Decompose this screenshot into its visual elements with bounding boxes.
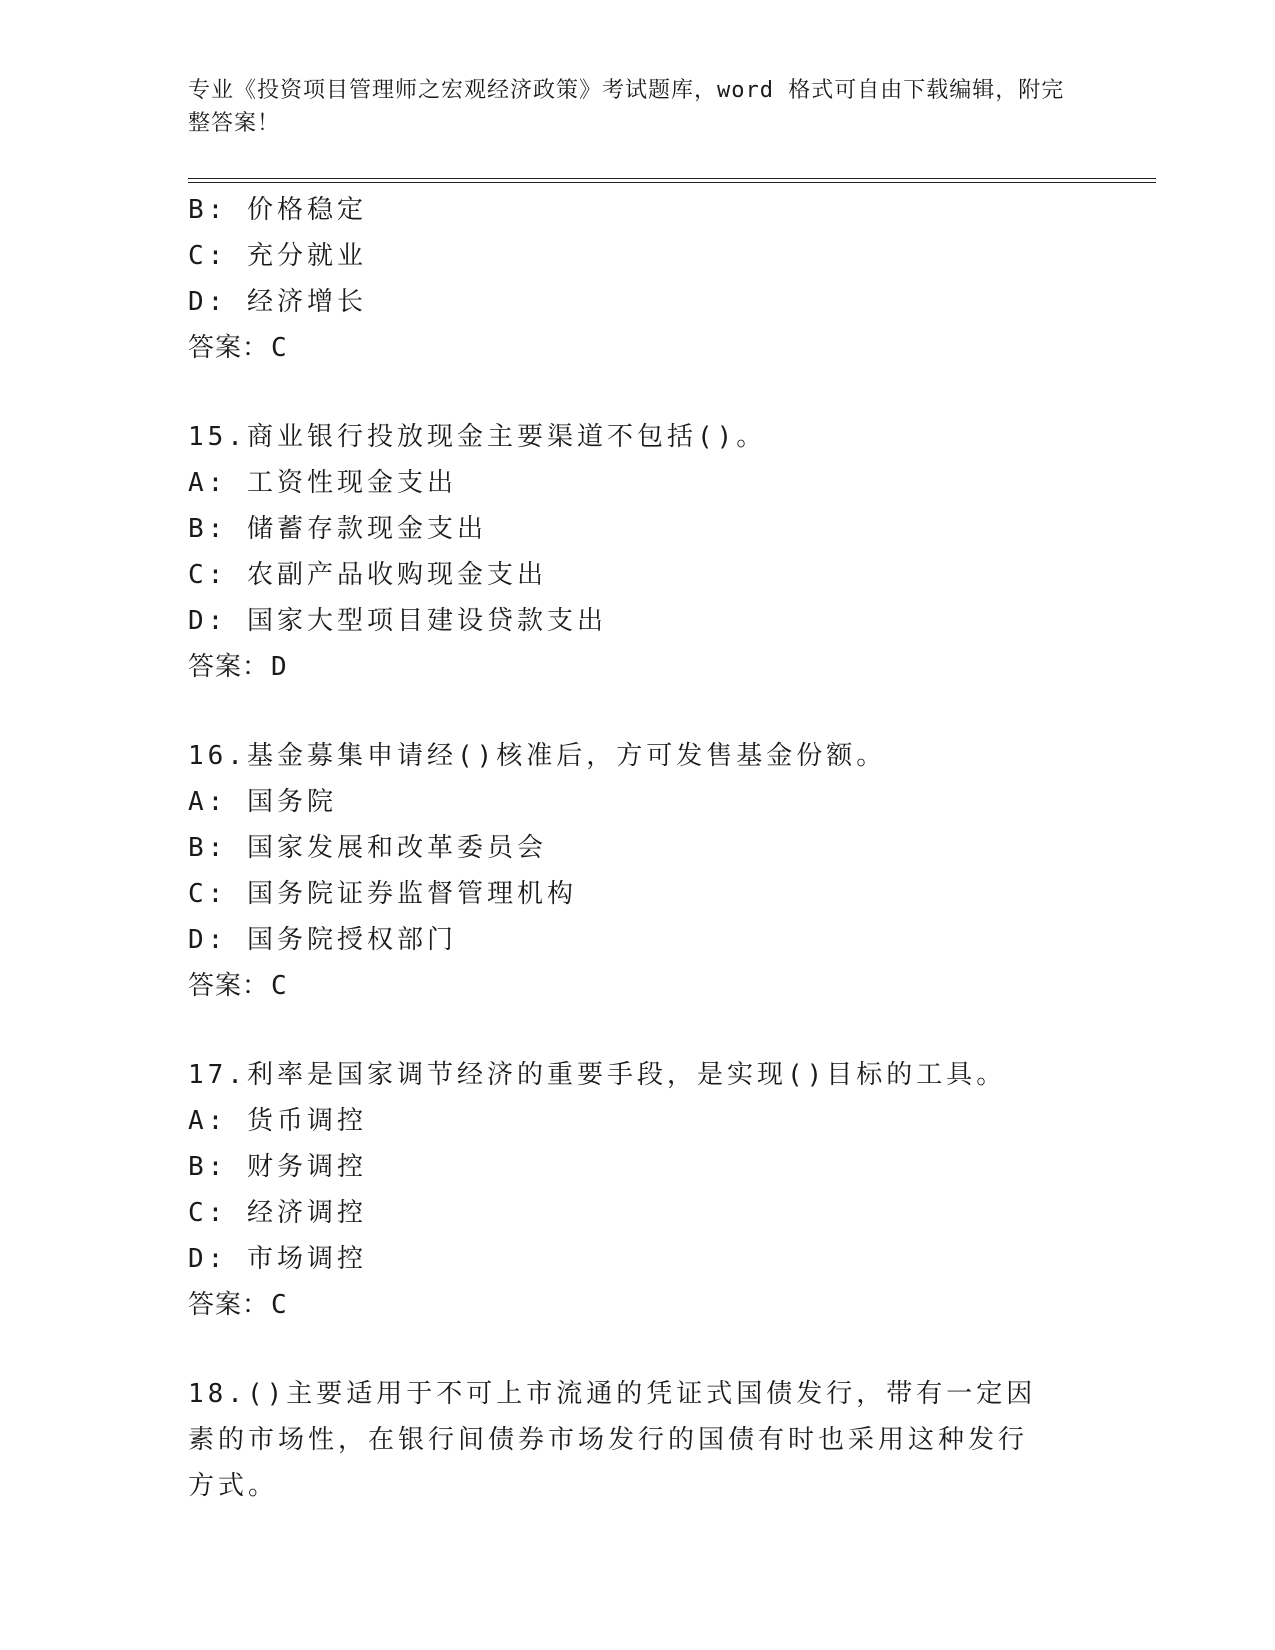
answer-line <box>188 1282 1088 1328</box>
question-stem: 18.()主要适用于不可上市流通的凭证式国债发行，带有一定因素的市场性，在银行间债券市场发行的国债有时也采用这种发行方式。 <box>188 1379 1037 1501</box>
option-d: D: 国务院授权部门 <box>188 925 457 955</box>
answer-value: C <box>271 333 288 363</box>
question-15 <box>188 414 1088 690</box>
option-a: A: 工资性现金支出 <box>188 468 457 498</box>
answer-line <box>188 644 1088 690</box>
option-b: B: 财务调控 <box>188 1152 367 1182</box>
option-a: A: 货币调控 <box>188 1106 367 1136</box>
answer-value: C <box>271 971 288 1001</box>
option-d: D: 经济增长 <box>188 287 367 317</box>
option-c: C: 经济调控 <box>188 1198 367 1228</box>
option-b: B: 国家发展和改革委员会 <box>188 833 547 863</box>
answer-label: 答案： <box>188 652 270 682</box>
question-18 <box>188 1371 1088 1509</box>
answer-value: C <box>271 1290 288 1320</box>
header-divider <box>188 178 1156 183</box>
question-16 <box>188 733 1088 1009</box>
answer-line <box>188 963 1088 1009</box>
option-d: D: 国家大型项目建设贷款支出 <box>188 606 607 636</box>
option-c: C: 充分就业 <box>188 241 367 271</box>
option-c: C: 国务院证券监督管理机构 <box>188 879 577 909</box>
question-17 <box>188 1052 1088 1328</box>
option-b: B: 储蓄存款现金支出 <box>188 514 487 544</box>
question-stem: 16.基金募集申请经()核准后，方可发售基金份额。 <box>188 741 887 771</box>
question-14-tail <box>188 187 1088 371</box>
answer-line <box>188 325 1088 371</box>
option-a: A: 国务院 <box>188 787 337 817</box>
answer-label: 答案： <box>188 971 270 1001</box>
question-list <box>188 187 1088 1509</box>
answer-label: 答案： <box>188 333 270 363</box>
question-stem: 17.利率是国家调节经济的重要手段，是实现()目标的工具。 <box>188 1060 1007 1090</box>
option-b: B: 价格稳定 <box>188 195 367 225</box>
question-stem: 15.商业银行投放现金主要渠道不包括()。 <box>188 422 767 452</box>
option-c: C: 农副产品收购现金支出 <box>188 560 547 590</box>
answer-value: D <box>271 652 288 682</box>
option-d: D: 市场调控 <box>188 1244 367 1274</box>
document-header: 专业《投资项目管理师之宏观经济政策》考试题库，word 格式可自由下载编辑，附完整答案！ <box>188 78 1065 136</box>
answer-label: 答案： <box>188 1290 270 1320</box>
